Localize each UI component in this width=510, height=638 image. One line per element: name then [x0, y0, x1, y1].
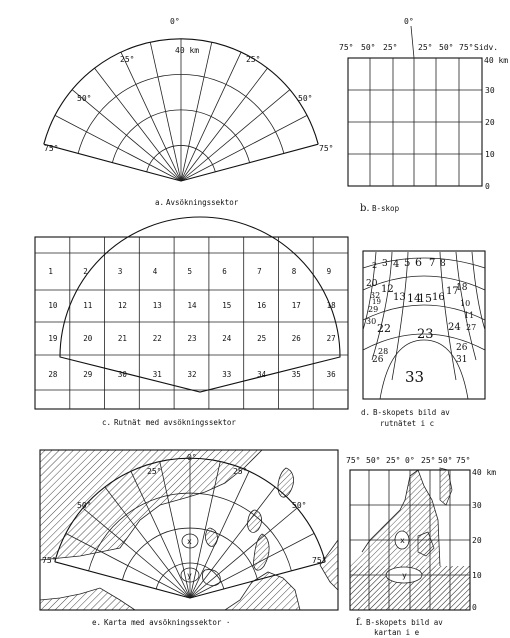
bearing-spoke — [55, 115, 181, 181]
b-top-75-right: 75° — [459, 43, 474, 52]
a-left-25-label: 25° — [120, 55, 135, 64]
panel-d-bscope-grid — [361, 251, 485, 428]
f-top-25-left: 25° — [386, 456, 401, 465]
b-top-50-left: 50° — [361, 43, 376, 52]
b-caption-letter: b. — [360, 203, 370, 214]
f-range-0: 0 — [472, 603, 477, 612]
bscope-cell-number: 10 — [460, 299, 471, 308]
f-top-75-right: 75° — [456, 456, 471, 465]
grid-cell-number: 10 — [48, 301, 58, 310]
bscope-cell-number: 28 — [378, 347, 389, 356]
d-caption-line2: rutnätet i c — [380, 419, 435, 428]
f-range-30: 30 — [472, 501, 482, 510]
grid-cell-number: 21 — [117, 334, 127, 343]
panel-c-grid — [35, 217, 348, 427]
b-range-30: 30 — [485, 86, 495, 95]
grid-cell-number: 2 — [83, 267, 88, 276]
b-top-25-right: 25° — [418, 43, 433, 52]
e-zero-label: 0° — [187, 453, 197, 462]
f-caption-line2: kartan i e — [374, 628, 420, 637]
panel-a-sector — [44, 17, 334, 207]
grid-cell-number: 29 — [83, 370, 93, 379]
bscope-cell-number: 12 — [381, 284, 394, 295]
grid-cell-number: 26 — [291, 334, 301, 343]
c-frame — [35, 237, 348, 409]
e-right-25-label: 25° — [233, 467, 248, 476]
bearing-spoke — [181, 144, 318, 181]
f-top-75-left: 75° — [346, 456, 361, 465]
b-zero-arrow — [411, 26, 414, 58]
f-top-0: 0° — [405, 456, 415, 465]
grid-cell-number: 5 — [187, 267, 193, 276]
bearing-spoke — [72, 90, 181, 181]
f-top-50-right: 50° — [438, 456, 453, 465]
b-grid — [348, 58, 482, 186]
grid-cell-number: 17 — [291, 301, 301, 310]
a-caption-letter: a. — [155, 198, 165, 207]
grid-cell-number: 36 — [326, 370, 336, 379]
f-range-20: 20 — [472, 536, 482, 545]
bscope-cell-number: 5 — [404, 258, 411, 269]
grid-cell-number: 33 — [222, 370, 232, 379]
bscope-cell-number: 27 — [466, 323, 477, 332]
b-range-0: 0 — [485, 182, 490, 191]
d-caption-letter: d. — [361, 408, 371, 417]
a-right-25-label: 25° — [246, 55, 261, 64]
e-caption: Karta med avsökningssektor · — [104, 618, 231, 627]
e-caption-letter: e. — [92, 618, 102, 627]
bscope-cell-number: 26 — [372, 355, 384, 365]
f-caption-line1: B-skopets bild av — [366, 618, 443, 627]
grid-cell-number: 3 — [117, 267, 123, 276]
f-y-label: y — [402, 571, 407, 580]
grid-cell-number: 15 — [222, 301, 232, 310]
bscope-cell-number: 13 — [393, 292, 406, 303]
e-left-75-label: 75° — [42, 556, 57, 565]
bscope-cell-number: 23 — [417, 327, 434, 342]
bearing-spoke — [181, 42, 212, 181]
c-grid-lines — [35, 237, 348, 409]
bscope-cell-number: 15 — [418, 292, 432, 305]
f-x-label: x — [400, 536, 405, 545]
a-zero-label: 0° — [170, 17, 180, 26]
bscope-curve — [440, 252, 456, 380]
bscope-cell-number: 6 — [415, 256, 422, 269]
bscope-cell-number: 17 — [446, 286, 459, 297]
bscope-cell-number: 22 — [377, 322, 391, 335]
grid-cell-number: 8 — [291, 267, 297, 276]
c-caption: Rutnät med avsökningssektor — [114, 418, 236, 427]
sector-a-lines — [44, 39, 318, 181]
bscope-cell-number: 29 — [368, 305, 379, 314]
b-range-10: 10 — [485, 150, 495, 159]
grid-cell-number: 14 — [187, 301, 197, 310]
e-left-25-label: 25° — [147, 467, 162, 476]
grid-cell-number: 35 — [291, 370, 301, 379]
grid-cell-number: 19 — [48, 334, 58, 343]
grid-cell-number: 34 — [257, 370, 267, 379]
bscope-cell-number: 33 — [405, 368, 425, 386]
grid-cell-number: 22 — [152, 334, 162, 343]
bearing-spoke — [44, 144, 181, 181]
e-left-50-label: 50° — [77, 501, 92, 510]
bearing-spoke — [150, 42, 181, 181]
bscope-cell-number: 19 — [372, 298, 381, 306]
b-top-50-right: 50° — [439, 43, 454, 52]
grid-cell-number: 25 — [257, 334, 267, 343]
grid-cell-number: 11 — [83, 301, 93, 310]
bearing-spoke — [95, 68, 181, 181]
f-range-40: 40 km — [472, 468, 497, 477]
bearing-spoke — [181, 90, 290, 181]
b-top-75-left: 75° — [339, 43, 354, 52]
f-top-50-left: 50° — [366, 456, 381, 465]
bscope-curve — [392, 252, 411, 380]
bscope-cell-number: 8 — [440, 259, 446, 269]
bscope-cell-number: 18 — [456, 283, 468, 293]
panel-e-map — [40, 450, 338, 627]
grid-cell-number: 24 — [222, 334, 232, 343]
grid-cell-number: 7 — [257, 267, 262, 276]
e-x-label: x — [187, 537, 192, 546]
grid-cell-number: 16 — [257, 301, 267, 310]
bscope-cell-number: 7 — [429, 258, 436, 269]
bscope-cell-number: 31 — [456, 355, 468, 365]
bearing-spoke — [181, 68, 267, 181]
grid-cell-number: 20 — [83, 334, 93, 343]
bscope-cell-number: 14 — [407, 292, 421, 305]
f-caption-letter: f. — [356, 617, 363, 628]
grid-cell-number: 28 — [48, 370, 58, 379]
grid-cell-number: 18 — [326, 301, 336, 310]
b-range-20: 20 — [485, 118, 495, 127]
f-top-25-right: 25° — [421, 456, 436, 465]
panel-b-bscope — [339, 17, 508, 214]
a-caption: Avsökningssektor — [166, 198, 239, 207]
b-top-25-left: 25° — [383, 43, 398, 52]
bearing-spoke — [181, 115, 307, 181]
grid-cell-number: 9 — [326, 267, 332, 276]
grid-cell-number: 31 — [152, 370, 162, 379]
b-zero-label: 0° — [404, 17, 414, 26]
b-caption: B-skop — [372, 204, 400, 213]
a-left-75-label: 75° — [44, 144, 59, 153]
grid-cell-number: 32 — [187, 370, 197, 379]
f-range-10: 10 — [472, 571, 482, 580]
grid-cell-number: 23 — [187, 334, 197, 343]
bscope-cell-number: 2 — [372, 261, 378, 270]
grid-cell-number: 1 — [48, 267, 53, 276]
bscope-cell-number: 32 — [370, 291, 381, 300]
grid-cell-number: 27 — [326, 334, 336, 343]
bscope-cell-number: 26 — [456, 343, 468, 353]
panel-f-bscope-map — [346, 456, 496, 637]
grid-cell-number: 6 — [222, 267, 227, 276]
c-cell-numbers — [48, 267, 336, 379]
bscope-cell-number: 30 — [366, 317, 377, 326]
grid-cell-number: 4 — [152, 267, 158, 276]
d-caption-line1: B-skopets bild av — [373, 408, 450, 417]
c-caption-letter: c. — [102, 418, 112, 427]
bscope-cell-number: 4 — [393, 259, 400, 270]
bscope-cell-number: 16 — [432, 292, 445, 303]
bscope-cell-number: 24 — [448, 322, 461, 333]
a-right-50-label: 50° — [298, 94, 313, 103]
e-y-label: y — [187, 571, 192, 580]
a-range-label: 40 km — [175, 46, 200, 55]
a-right-75-label: 75° — [319, 144, 334, 153]
e-right-75-label: 75° — [312, 556, 327, 565]
bscope-cell-number: 3 — [382, 259, 388, 269]
e-right-50-label: 50° — [292, 501, 307, 510]
bscope-cell-number: 11 — [464, 311, 475, 320]
grid-cell-number: 13 — [152, 301, 162, 310]
grid-cell-number: 12 — [117, 301, 127, 310]
b-sidv-label: Sidv. — [474, 43, 499, 52]
bscope-cell-number: 20 — [366, 279, 378, 289]
b-range-40: 40 km — [484, 56, 509, 65]
a-left-50-label: 50° — [77, 94, 92, 103]
grid-cell-number: 30 — [117, 370, 127, 379]
